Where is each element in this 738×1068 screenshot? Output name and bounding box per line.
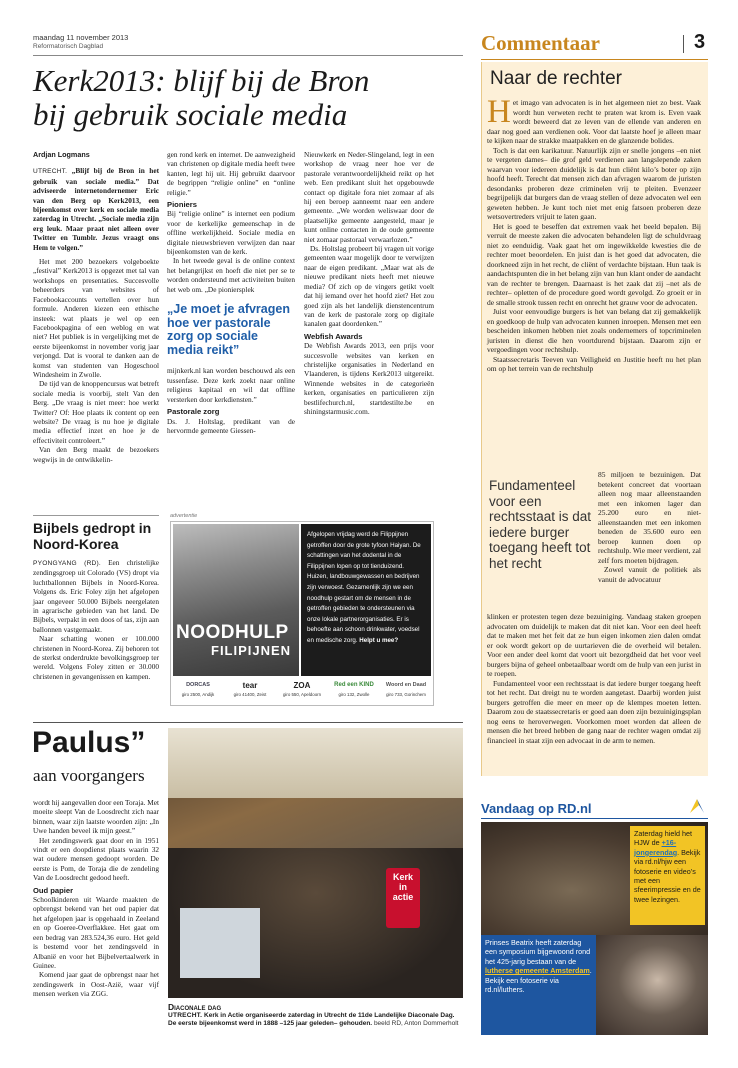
paulus-paragraph: Schoolkinderen uit Waarde maakten de opbrengst bekend van het oud papier dat het afgelopen jaar is opgehaald in Zeeland en op Goeree-Overflakkee. Het gaat om een bedrag van 283.524,36 euro. Het geld is bestemd voor het zendingsveld in Albanië en voor het Bijbelvertaalwerk in Guinee. — [33, 895, 159, 970]
article-paragraph: Nieuwkerk en Neder-Slingeland, legt in een workshop de vraag neer hoe ver de pastorale verantwoordelijkheid reikt op het web. Een predikant sluit het opgebouwde contact op digitale fora niet zomaar af als hij een beroep aanneemt naar een andere gemeente. „We worden weliswaar door de plaatselijke gemeente aangesteld, maar je kunt online contacten in de oude gemeente niet zomaar pastoraal verwaarlozen.” — [304, 150, 434, 244]
rd-logo-icon-svg — [688, 797, 706, 815]
ad-org[interactable] — [277, 679, 327, 705]
article-paragraph: Van den Berg maakt de bezoekers wegwijs in de ontwikkelin- — [33, 445, 159, 464]
masthead-paper: Reformatorisch Dagblad — [33, 43, 104, 50]
page-number: 3 — [694, 31, 706, 53]
caption-title: Diaconale dag — [168, 1002, 222, 1012]
headline-line-1: Kerk2013: blijf bij de Bron — [33, 63, 370, 98]
korea-paragraph: Een christelijke zendingsgroep uit Colorado (VS) dropt via luchtballonnen Bijbels in Noord-Korea. Volgens ds. Eric Foley zijn het afgelopen jaar ongeveer 50.000 Bijbels neergelaten in agrarische gebieden van het land. De Bijbels, verpakt in een doos of tas, zijn aan ballonnen vastgemaakt. — [33, 558, 159, 634]
headline-line-2: bij gebruik sociale media — [33, 97, 348, 132]
subhead-oud-papier: Oud papier — [33, 885, 74, 895]
photo-banner — [386, 868, 420, 928]
ad-cta[interactable]: Helpt u mee? — [359, 636, 399, 644]
caption-dateline: UTRECHT. — [168, 1012, 203, 1019]
byline: Ardjan Logmans — [33, 150, 90, 159]
korea-headline: Bijbels gedropt in Noord-Korea — [33, 520, 152, 552]
paulus-subhead: aan voorgangers — [33, 766, 145, 785]
ad-org[interactable] — [173, 679, 223, 705]
editorial-final — [487, 612, 701, 745]
jongerendag-link[interactable]: +16-jongerendag — [634, 838, 678, 857]
editorial-body — [487, 94, 701, 374]
caption-text: Kerk in Actie organiseerde zaterdag in Utrecht de 11de Landelijke Diaconale Dag. De eerste bijeenkomst werd in 1888 –125 jaar geleden– gehouden. — [168, 1012, 455, 1028]
ad-body: Afgelopen vrijdag werd de Filippijnen getroffen door de grote tyfoon Haiyan. De schattingen van het dodental in de Filippijnen lopen op tot tienduizend. Huizen, landbouwgewassen en bedrijven zijn verwoest. Gezamenlijk zijn we een noodhulp gestart om de mensen in de getroffen gebieden te ondersteunen via onze lokale partnerorganisaties. Er is behoefte aan schoon drinkwater, voedsel en medische zorg. — [307, 531, 421, 644]
editorial-paragraph: Het is goed te beseffen dat extremen vaak het beeld bepalen. Bij verruit de meeste zaken die advocaten behandelen ligt de schuldvraag niet zo eenduidig. Vaak gaat het om ingewikkelde kwesties die de rechter moet beoordelen. En juist dan is het goed dat advocaten, die doorkneed zijn in het recht, de cliënt of verdachte bijstaan. Hun taak is aandachtspunten die in het belang zijn van hun klant onder de aandacht van de rechter te brengen. Daarnaast is het zaak dat zij –net als de rechter– opletten of de procedure goed wordt gevolgd. Zo groeit er in de smalle strook tussen recht en onrecht het grauw voor de advocaten. — [487, 221, 701, 307]
org-logo: tear — [242, 681, 258, 690]
lutherse-gemeente-link[interactable]: lutherse gemeente Amsterdam — [485, 966, 590, 976]
korea-body — [33, 558, 159, 681]
editorial-paragraph: Staatssecretaris Teeven van Veiligheid en Justitie heeft nu het plan om op het terrein van de rechtshulp — [487, 354, 701, 373]
ad-title-2: FILIPIJNEN — [211, 643, 292, 658]
ad-box[interactable] — [170, 521, 434, 706]
ad-photo — [173, 524, 299, 676]
photo-banner-text: Kerk in actie — [392, 872, 414, 902]
drop-cap: H — [487, 94, 511, 130]
org-giro: giro 550, Apeldoorn — [282, 692, 322, 697]
paulus-paragraph: wordt hij aangevallen door een Toraja. Met moeite sleept Van de Loosdrecht zich naar binnen, waar zijn laatste woorden zijn: „In Uwe handen beveel ik mijn geest.” — [33, 798, 159, 836]
editorial-paragraph: Juist voor eenvoudige burgers is het van belang dat zij gemakkelijk en goedkoop de hulp van advocaten kunnen inroepen. Mensen met een bescheiden inkomen hebben niet zoals ondernemers of topcriminelen juristen in dienst die hen voortdurend bijstaan. Daarom zijn er vergoedingen voor rechtshulp. — [487, 307, 701, 354]
rd-box-1-text-end: . Bekijk via rd.nl/hjw een fotoserie en video’s met een sfeerimpressie en de twee lezingen. — [634, 847, 701, 904]
dateline: UTRECHT. — [33, 168, 68, 176]
section-title: Commentaar — [481, 31, 600, 55]
paulus-paragraph: Het zendingswerk gaat door en in 1951 vindt er een doopdienst plaats waarin 32 wat oudere mensen gedoopt worden. De eerste is Pom, de Toraja die de zendeling Van de Loosdrecht gedood heeft. — [33, 835, 159, 883]
paulus-rule — [33, 722, 463, 723]
ad-org[interactable] — [225, 679, 275, 705]
korea-dateline: PYONGYANG (RD). — [33, 560, 101, 567]
article-paragraph: In het tweede geval is de online context het belangrijkst en hoeft die niet per se te worden ondersteund met activiteiten buiten het web om. „De pioniersplek — [167, 256, 295, 294]
ad-org[interactable] — [381, 679, 431, 705]
subhead-pioniers: Pioniers — [167, 200, 197, 210]
article-paragraph: Ds. Holtslag probeert bij vragen uit vorige gemeenten waar mogelijk door te verwijzen naar de eigen predikant. „Maar wat als de nieuwe predikant niets heeft met nieuwe media? Of zich op de vingers getikt voelt dat hij iemand over het hoofd ziet? Het zou goed zijn als het landelijk dienstencentrum van de kerk de pastorale zorg op digitale kanalen gaat doordenken.” — [304, 244, 434, 329]
editorial-pullquote: Fundamenteel voor een rechtsstaat is dat iedere burger toegang heeft tot het recht — [489, 478, 592, 571]
diaconale-photo[interactable] — [168, 728, 463, 998]
editorial-paragraph: Fundamenteel voor een rechtsstaat is dat iedere burger toegang heeft tot het recht. Dat dreigt nu te worden aangetast. Daarbij worden juist burgers getroffen die meer en meer op de klempes moeten letten. Daarom zou de staatssecretaris er goed aan doen zijn bezuinigingsplan nog eens te heroverwegen. Voorkomen moet worden dat alleen de mensen die het breed hebben de gang naar de rechter wagen omdat zij financieel in staat zijn een advocaat in de arm te nemen. — [487, 678, 701, 745]
article-paragraph: Bij “religie online” is internet een podium voor de kerkelijke gemeenschap in de offline werkelijkheid. Sociale media en digitale nieuwsbrieven verwijzen dan naar bijeenkomsten van de kerk. — [167, 209, 295, 257]
main-headline — [33, 64, 463, 132]
article-paragraph: Ds. J. Holtslag, predikant van de hervormde gemeente Giessen- — [167, 416, 295, 435]
section-divider — [683, 35, 684, 53]
article-lead: „Blijf bij de Bron in het gebruik van sociale media.” Dat adviseerde internetondernemer Eric van den Berg op Kerk2013, een bijeenkomst over kerk en sociale media zaterdag in Utrecht. „Sociale media zijn erg leuk. Maar praat niet alleen over Twitter en Tumblr. Jezus vraagt ons Hem te volgen.” — [33, 166, 159, 252]
org-logo: Woord en Daad — [385, 682, 427, 688]
org-giro: giro 41400, Zeist — [233, 692, 267, 697]
rd-box-2-text: Prinses Beatrix heeft zaterdag een symposium bijgewoond rond het 425-jarig bestaan van de — [485, 938, 591, 966]
ad-title-1: NOODHULP — [176, 622, 289, 643]
editorial-paragraph: Toch is dat een karikatuur. Natuurlijk zijn er snelle jongens –en niet te vergeten dames– die grof geld verdienen aan langslepende zaken waarvan voor iedereen duidelijk is dat hun cliënt kilo’s boter op zijn hoofd heeft. Terecht dat mensen zich dan afvragen waarom de juristen desondanks proberen deze criminelen vrij te pleiten. Evenzeer begrijpelijk dat burgers dan de vraag stellen of deze advocaten wel een geweten hebben. Je kunt toch niet met enig fatsoen proberen deze wetsovertreders vrijuit te laten gaan. — [487, 145, 701, 221]
masthead-rule-right — [481, 59, 708, 60]
ad-text-panel — [301, 524, 431, 676]
ad-org[interactable] — [329, 679, 379, 705]
paulus-body — [33, 798, 159, 999]
editorial-paragraph: 85 miljoen te bezuinigen. Dat betekent concreet dat voortaan alleen nog maar alleenstaanden met een inkomen lager dan 25.200 euro en niet-alleenstaanden met een inkomen beneden de 35.600 euro een beroep kunnen doen op rechtshulp. Wie meer verdient, zal zelf fors moeten bijdragen. — [598, 470, 701, 565]
article-paragraph: Het met 200 bezoekers volgeboekte „festival” Kerk2013 is opgezet met tal van workshops en presentaties. Succesvolle beheerders van websites of Facebookaccounts vertellen over hun formule. Anderen kiezen een ethische insteek: wat plaats je wel op een Facebookpagina of een weblog en wat niet? Het publiek is in vergelijking met de eerste bijeenkomst in november vorig jaar verjongd. Dat is vooral te danken aan de komst van studenten van Hogeschool Windesheim in Zwolle. — [33, 257, 159, 379]
paulus-paragraph: Komend jaar gaat de opbrengst naar het zendingswerk in Oost-Azië, waar vijf mensen werken via ZGG. — [33, 970, 159, 999]
rd-box-1-text: Zaterdag hield het HJW de — [634, 829, 692, 848]
org-giro: giro 733, Gorinchem — [386, 692, 426, 697]
photo-caption — [168, 1002, 463, 1028]
org-giro: giro 2500, Andijk — [181, 692, 215, 697]
article-col-1 — [33, 150, 159, 464]
subhead-webfish: Webfish Awards — [304, 331, 363, 341]
korea-paragraph: Naar schatting wonen er 100.000 christenen in Noord-Korea. Zij behoren tot de sterkst onderdrukte bevolkingsgroep ter wereld. Volgens Foley zitten er 30.000 christenen in gevangenissen en kampen. — [33, 634, 159, 681]
rd-photo-beatrix[interactable] — [596, 935, 708, 1035]
ad-label: advertentie — [170, 513, 198, 519]
article-paragraph: De tijd van de knoppencursus wat betreft sociale media is voorbij, stelt Van den Berg. „De vraag is niet meer: hoe werkt Twitter? Of: Hoe plaats ik content op een website? De vraag is nu hoe je digitale media effectief inzet en hoe je de effectiviteit controleert.” — [33, 379, 159, 445]
rd-nl-rule — [481, 818, 708, 819]
subhead-pastorale: Pastorale zorg — [167, 407, 220, 417]
editorial-paragraph: et imago van advocaten is in het algemeen niet zo best. Vaak wordt hun verweten recht te praten wat krom is. Even vaak wordt beweerd dat ze leven van de ellende van anderen en daar nog goed aan verdienen ook. Voor dat laatste hoef je alleen maar te kijken naar de strakke maatpakken en de glanzende bolides. — [487, 98, 701, 145]
org-logo: ZOA — [293, 681, 311, 690]
rd-box-2-text-end: . Bekijk een fotoserie via rd.nl/luthers. — [485, 966, 592, 995]
org-logo: DORCAS — [186, 682, 210, 688]
photo-credit: beeld RD, Anton Dommerholt — [373, 1020, 459, 1028]
rd-box-1 — [630, 826, 705, 925]
editorial-side — [598, 470, 701, 584]
photo-tent-roof — [168, 728, 463, 798]
editorial-paragraph: klinken er protesten tegen deze bezuiniging. Vandaag staken groepen advocaten om duidelijk te maken dat dit niet kan. Voor een deel heeft dat te maken met het feit dat ze hun eigen inkomen zien dalen omdat er ook wordt gekort op de uurtarieven die de overheid wil betalen. Voor een ander deel komt dat voort uit bezorgdheid dat het voor veel burgers bijna of geheel onbetaalbaar wordt om de hulp van een jurist in te roepen. — [487, 612, 701, 678]
ad-orgs — [173, 679, 431, 705]
masthead-rule — [33, 55, 463, 56]
article-col-3 — [304, 150, 434, 416]
org-giro: giro 132, Zwolle — [338, 692, 370, 697]
article-paragraph: mijnkerk.nl kan worden beschouwd als een tussenfase. Deze kerk zoekt naar online religieus kapitaal en wil dat offline versterken door kerkdiensten.” — [167, 366, 295, 404]
rd-logo-icon — [688, 797, 706, 815]
pull-quote: „Je moet je afvragen hoe ver pastorale zorg op sociale media reikt” — [167, 302, 290, 357]
editorial-headline: Naar de rechter — [490, 68, 623, 89]
korea-rule — [33, 515, 159, 516]
rd-box-2 — [481, 935, 596, 1035]
article-paragraph: De Webfish Awards 2013, een prijs voor succesvolle websites van kerken en christelijke organisaties in Nederland en Vlaanderen, is tijdens Kerk2013 uitgereikt. Winnende websites in de categorieën kerken, organisaties en particulieren zijn bestlifechurch.nl, startdestilte.be en shiningstarmusic.com. — [304, 341, 434, 416]
article-paragraph: gen rond kerk en internet. De aanwezigheid van christenen op digitale media heeft twee kanten, legt hij uit. Hij gebruikt daarvoor de begrippen “religie online” en “online religie.” — [167, 150, 295, 197]
masthead-date: maandag 11 november 2013 — [33, 33, 129, 42]
photo-booth — [180, 908, 260, 978]
rd-nl-heading: Vandaag op RD.nl — [481, 801, 592, 816]
article-col-2 — [167, 150, 295, 435]
paulus-headline: Paulus” — [32, 726, 146, 759]
org-logo: Red een KIND — [334, 682, 374, 688]
editorial-paragraph: Zowel vanuit de politiek als vanuit de advocatuur — [598, 565, 701, 584]
